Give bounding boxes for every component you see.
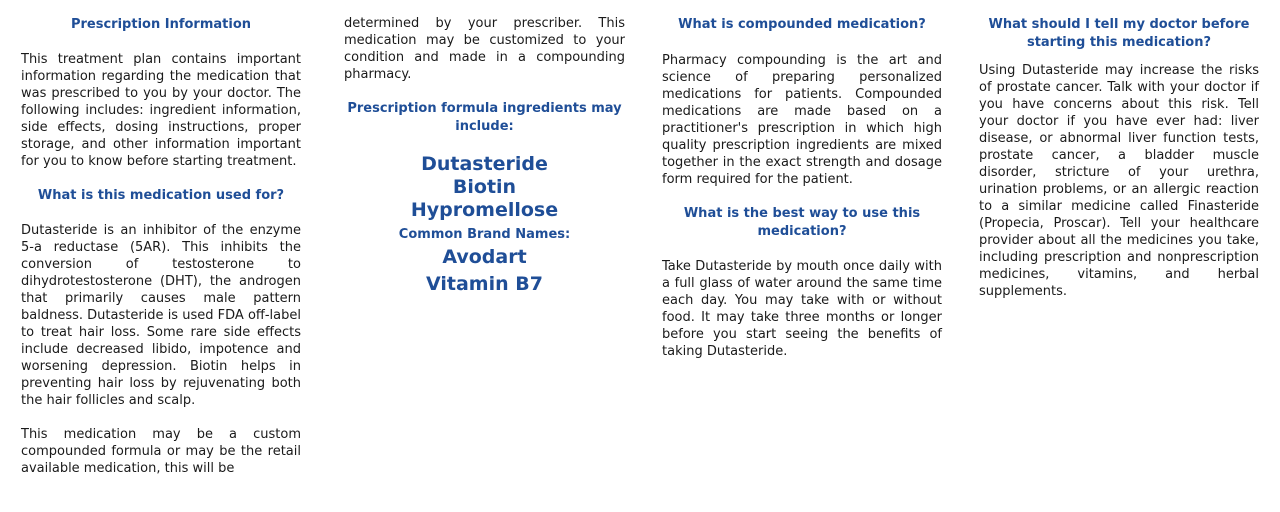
heading-prescription-information: Prescription Information bbox=[70, 17, 252, 32]
paragraph-treatment-plan: This treatment plan contains important information regarding the medication that was prescribed to you by your doctor. The following includes: ingredient information, side effects, dosing instructions, proper storage, and other information important for you to know before starting treatment. bbox=[21, 52, 301, 169]
paragraph-dutasteride-description: Dutasteride is an inhibitor of the enzyme 5-a reductase (5AR). This inhibits the conversion of testosterone to dihydrotestosterone (DHT), the androgen that primarily causes male pattern baldness. Dutasteride is used FDA off-label to treat hair loss. Some rare side effects include decreased libido, impotence and worsening depression. Biotin helps in preventing hair loss by rejuvenating both the hair follicles and scalp. bbox=[21, 223, 301, 408]
heading-formula-ingredients: Prescription formula ingredients may include: bbox=[347, 101, 622, 134]
heading-compounded-medication: What is compounded medication? bbox=[678, 17, 926, 32]
paragraph-compounded-formula: This medication may be a custom compounded formula or may be the retail available medication, this will be bbox=[21, 427, 301, 476]
paragraph-doctor-warnings: Using Dutasteride may increase the risks of prostate cancer. Talk with your doctor if you have concerns about this risk. Tell your doctor if you have ever had: liver disease, or abnormal liver function tests, prostate cancer, a bladder muscle disorder, stricture of your urethra, urination problems, or an allergic reaction to a similar medicine called Finasteride (Propecia, Proscar). Tell your healthcare provider about all the medicines you take, including prescription and nonprescription medicines, vitamins, and herbal supplements. bbox=[979, 63, 1259, 299]
ingredient-list bbox=[344, 153, 625, 222]
column-3 bbox=[662, 0, 942, 360]
brand-list bbox=[344, 244, 625, 298]
ingredient-item: Dutasteride bbox=[421, 153, 548, 175]
heading-brand-names: Common Brand Names: bbox=[398, 227, 571, 242]
column-1 bbox=[21, 0, 301, 477]
heading-medication-use: What is this medication used for? bbox=[37, 188, 285, 203]
brand-item: Vitamin B7 bbox=[426, 273, 543, 295]
column-4 bbox=[979, 0, 1259, 300]
ingredient-item: Hypromellose bbox=[410, 199, 559, 221]
heading-tell-your-doctor: What should I tell my doctor before starting this medication? bbox=[988, 17, 1250, 50]
brand-item: Avodart bbox=[442, 246, 527, 268]
heading-best-way-to-use: What is the best way to use this medication? bbox=[683, 206, 921, 239]
paragraph-dosing-instructions: Take Dutasteride by mouth once daily with a full glass of water around the same time each day. You may take with or without food. It may take three months or longer before you start seeing the benefits of taking Dutasteride. bbox=[662, 259, 942, 359]
paragraph-compounding-explained: Pharmacy compounding is the art and science of preparing personalized medications for patients. Compounded medications are made based on a practitioner's prescription in which high quality prescription ingredients are mixed together in the exact strength and dosage form required for the patient. bbox=[662, 53, 942, 187]
paragraph-prescriber-continued: determined by your prescriber. This medication may be customized to your condition and made in a compounding pharmacy. bbox=[344, 16, 625, 82]
ingredient-item: Biotin bbox=[452, 176, 517, 198]
column-2 bbox=[344, 0, 625, 298]
